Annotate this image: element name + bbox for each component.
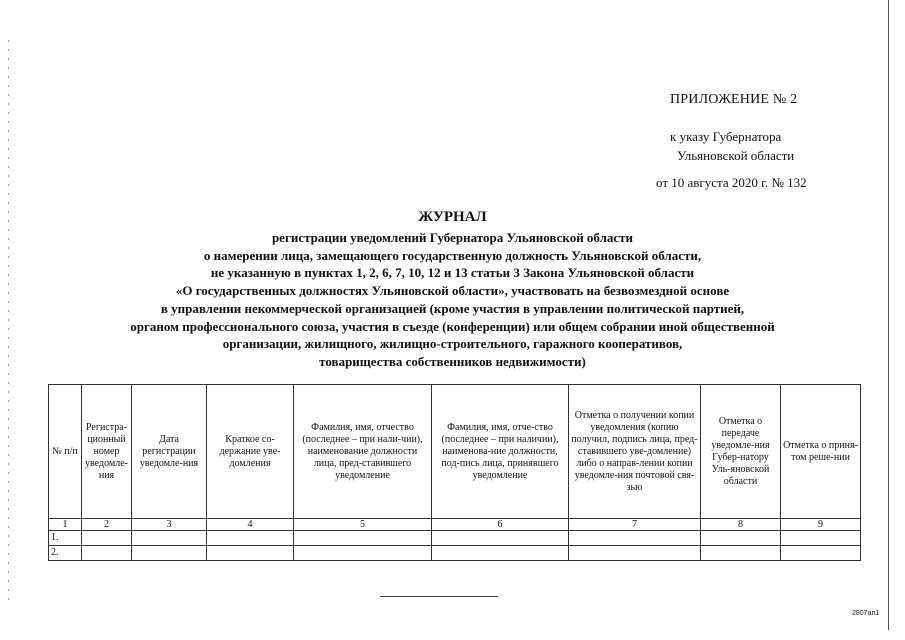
table-cell [569, 546, 701, 561]
column-header-reg-number: Регистра-ционный номер уведомле-ния [82, 385, 132, 519]
table-cell [781, 531, 861, 546]
column-header-submitter: Фамилия, имя, отчество (последнее – при нали-чии), наименование должности лица, пред-ставившего уведомление [294, 385, 432, 519]
column-header-reg-date: Дата регистрации уведомле-ния [132, 385, 207, 519]
table-row [49, 546, 861, 561]
table-cell [294, 546, 432, 561]
subtitle-line: органом профессионального союза, участия в съезде (конференции) или общем собрании иной общественной [130, 318, 775, 334]
table-cell [432, 546, 569, 561]
column-header-number: № п/п [49, 385, 82, 519]
decree-line-3: от 10 августа 2020 г. № 132 [656, 175, 807, 190]
table-cell [701, 546, 781, 561]
table-cell [82, 546, 132, 561]
subtitle-line: «О государственных должностях Ульяновской области», участвовать на безвозмездной основе [175, 283, 730, 299]
subtitle-line: регистрации уведомлений Губернатора Ульяновской области [271, 230, 634, 245]
table-cell [82, 531, 132, 546]
journal-table [48, 384, 861, 561]
column-number: 4 [207, 519, 294, 531]
subtitle-line: организации, жилищного, жилищно-строительного, гаражного кооперативов, [222, 336, 683, 352]
footer-divider [380, 596, 498, 597]
column-header-transfer-mark: Отметка о передаче уведомле-ния Губер-натору Уль-яновской области [701, 385, 781, 519]
table-cell: 1. [49, 531, 82, 546]
page-right-edge [888, 0, 889, 630]
subtitle-line: не указанную в пунктах 1, 2, 6, 7, 10, 12 и 13 статьи 3 Закона Ульяновской области [210, 265, 695, 281]
page-left-scan-edge [8, 40, 9, 600]
journal-subtitle [40, 229, 865, 371]
column-number: 5 [294, 519, 432, 531]
column-number: 9 [781, 519, 861, 531]
journal-title: ЖУРНАЛ [418, 209, 487, 225]
column-number: 6 [432, 519, 569, 531]
table-cell [132, 546, 207, 561]
decree-line-1: к указу Губернатора [670, 129, 782, 144]
column-number: 3 [132, 519, 207, 531]
column-number: 2 [82, 519, 132, 531]
table-cell [207, 531, 294, 546]
document-code: 2807ап1 [852, 610, 880, 617]
table-cell [432, 531, 569, 546]
table-cell [701, 531, 781, 546]
column-number-row [49, 519, 861, 531]
table-cell [781, 546, 861, 561]
column-number: 1 [49, 519, 82, 531]
table-cell [132, 531, 207, 546]
table-cell [569, 531, 701, 546]
table-header-row [49, 385, 861, 519]
column-header-receiver: Фамилия, имя, отче-ство (последнее – при наличии), наименова-ние должности, под-пись лица, принявшего уведомление [432, 385, 569, 519]
subtitle-line: в управлении некоммерческой организацией (кроме участия в управлении политической партией, [160, 300, 745, 316]
column-number: 7 [569, 519, 701, 531]
table-cell [207, 546, 294, 561]
table-row [49, 531, 861, 546]
decree-line-2: Ульяновской области [677, 148, 795, 163]
column-header-copy-mark: Отметка о получении копии уведомления (копию получил, подпись лица, пред-ставившего уве-домление) либо о направ-лении копии уведомле-ния почтовой свя-зью [569, 385, 701, 519]
subtitle-line: о намерении лица, замещающего государственную должность Ульяновской области, [203, 247, 702, 263]
table-cell: 2. [49, 546, 82, 561]
appendix-label: ПРИЛОЖЕНИЕ № 2 [670, 92, 798, 107]
table-cell [294, 531, 432, 546]
subtitle-line: товарищества собственников недвижимости) [319, 353, 586, 369]
column-header-decision-mark: Отметка о приня-том реше-нии [781, 385, 861, 519]
column-header-summary: Краткое со-держание уве-домления [207, 385, 294, 519]
column-number: 8 [701, 519, 781, 531]
